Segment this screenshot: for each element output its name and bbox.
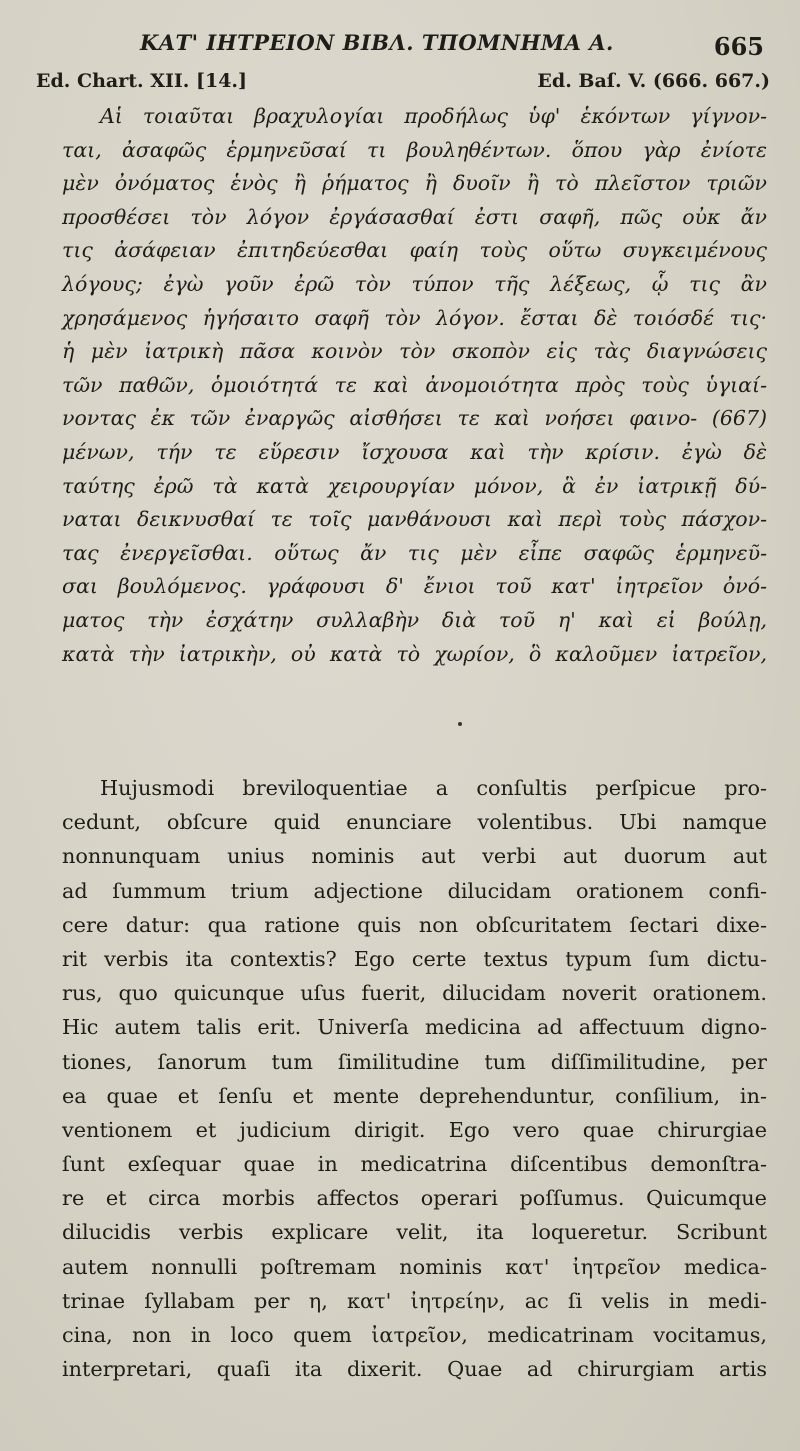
greek-text-line: ματος τὴν ἐσχάτην συλλαβὴν διὰ τοῦ η' καὶ εἰ βούλῃ, [62, 607, 767, 632]
latin-text-line: Hic autem talis erit. Univerſa medicina ad affectuum digno- [62, 1015, 767, 1040]
greek-text-line: σαι βουλόμενος. γράφουσι δ' ἔνιοι τοῦ κατ' ἰητρεῖον ὀνό- [62, 574, 767, 599]
greek-text-line: ταύτης ἐρῶ τὰ κατὰ χειρουργίαν μόνον, ἃ ἐν ἰατρικῇ δύ- [62, 473, 767, 498]
greek-text-line: τῶν παθῶν, ὁμοιότητά τε καὶ ἀνομοιότητα πρὸς τοὺς ὑγιαί- [62, 372, 767, 397]
latin-text-line: Hujusmodi breviloquentiae a conſultis perſpicue pro- [100, 776, 767, 800]
latin-text-line: tiones, ſanorum tum ſimilitudine tum diſſimilitudine, per [62, 1049, 767, 1074]
page-number: 665 [713, 32, 764, 61]
latin-text-line: cere datur: qua ratione quis non obſcuritatem ſectari dixe- [62, 912, 767, 937]
greek-text-line: μὲν ὀνόματος ἑνὸς ἢ ῥήματος ἢ δυοῖν ἢ τὸ πλεῖστον τριῶν [62, 171, 767, 196]
edition-reference-right: Ed. Baſ. V. (666. 667.) [537, 70, 770, 92]
greek-text-line: λόγους; ἐγὼ γοῦν ἐρῶ τὸν τύπον τῆς λέξεως, ᾧ τις ἂν [62, 271, 767, 296]
greek-text-line: χρησάμενος ἡγήσαιτο σαφῆ τὸν λόγον. ἔσται δὲ τοιόσδέ τις· [62, 305, 767, 330]
greek-text-line: τις ἀσάφειαν ἐπιτηδεύεσθαι φαίη τοὺς οὕτω συγκειμένους [62, 238, 767, 263]
greek-text-line: ται, ἀσαφῶς ἑρμηνεῦσαί τι βουληθέντων. ὅπου γὰρ ἐνίοτε [62, 137, 767, 162]
latin-text-line: ea quae et ſenſu et mente deprehenduntur, conſilium, in- [62, 1083, 767, 1108]
latin-text-line: re et circa morbis affectos operari poſſumus. Quicumque [62, 1186, 767, 1211]
greek-text-line: μένων, τήν τε εὕρεσιν ἴσχουσα καὶ τὴν κρίσιν. ἐγὼ δὲ [62, 439, 767, 464]
latin-text-line: dilucidis verbis explicare velit, ita loqueretur. Scribunt [62, 1220, 767, 1245]
latin-text-line: cina, non in loco quem ἰατρεῖον, medicatrinam vocitamus, [62, 1323, 767, 1347]
latin-text-line: ad ſummum trium adjectione dilucidam orationem confi- [62, 878, 767, 903]
section-divider-dot [458, 722, 462, 726]
edition-reference-left: Ed. Chart. XII. [14.] [36, 70, 248, 92]
latin-text-line: autem nonnulli poſtremam nominis κατ' ἰητρεῖον medica- [62, 1254, 767, 1279]
latin-text-block [62, 771, 767, 1386]
latin-text-line: rus, quo quicunque uſus fuerit, dilucidam noverit orationem. [62, 981, 767, 1006]
greek-text-line: προσθέσει τὸν λόγον ἐργάσασθαί ἐστι σαφῆ, πῶς οὐκ ἄν [62, 204, 767, 229]
edition-reference-line [36, 70, 770, 92]
latin-text-line: interpretari, quaſi ita dixerit. Quae ad chirurgiam artis [62, 1357, 767, 1382]
greek-text-line: νοντας ἐκ τῶν ἐναργῶς αἰσθήσει τε καὶ νοήσει φαινο- (667) [62, 406, 767, 431]
latin-text-line: rit verbis ita contextis? Ego certe textus typum ſum dictu- [62, 946, 767, 971]
latin-text-line: ventionem et judicium dirigit. Ego vero quae chirurgiae [62, 1117, 767, 1142]
latin-text-line: trinae ſyllabam per η, κατ' ἰητρείην, ac ſi velis in medi- [62, 1288, 767, 1313]
greek-text-line: ναται δεικνυσθαί τε τοῖς μανθάνουσι καὶ περὶ τοὺς πάσχον- [62, 507, 767, 532]
latin-text-line: ſunt exſequar quae in medicatrina diſcentibus demonſtra- [62, 1152, 767, 1177]
greek-text-line: κατὰ τὴν ἰατρικὴν, οὐ κατὰ τὸ χωρίον, ὃ καλοῦμεν ἰατρεῖον, [62, 641, 767, 666]
latin-text-line: nonnunquam unius nominis aut verbi aut duorum aut [62, 844, 767, 869]
greek-text-line: ἡ μὲν ἰατρικὴ πᾶσα κοινὸν τὸν σκοπὸν εἰς τὰς διαγνώσεις [62, 339, 767, 364]
greek-text-line: Αἱ τοιαῦται βραχυλογίαι προδήλως ὑφ' ἑκόντων γίγνον- [100, 104, 767, 128]
greek-text-line: τας ἐνεργεῖσθαι. οὕτως ἄν τις μὲν εἶπε σαφῶς ἑρμηνεῦ- [62, 540, 767, 565]
running-title: ΚΑΤ' ΙΗΤΡΕΙΟΝ ΒΙΒΛ. ΤΠΟΜΝΗΜΑ Α. [140, 30, 614, 55]
latin-text-line: cedunt, obſcure quid enunciare volentibus. Ubi namque [62, 810, 767, 835]
greek-text-block [62, 100, 767, 671]
